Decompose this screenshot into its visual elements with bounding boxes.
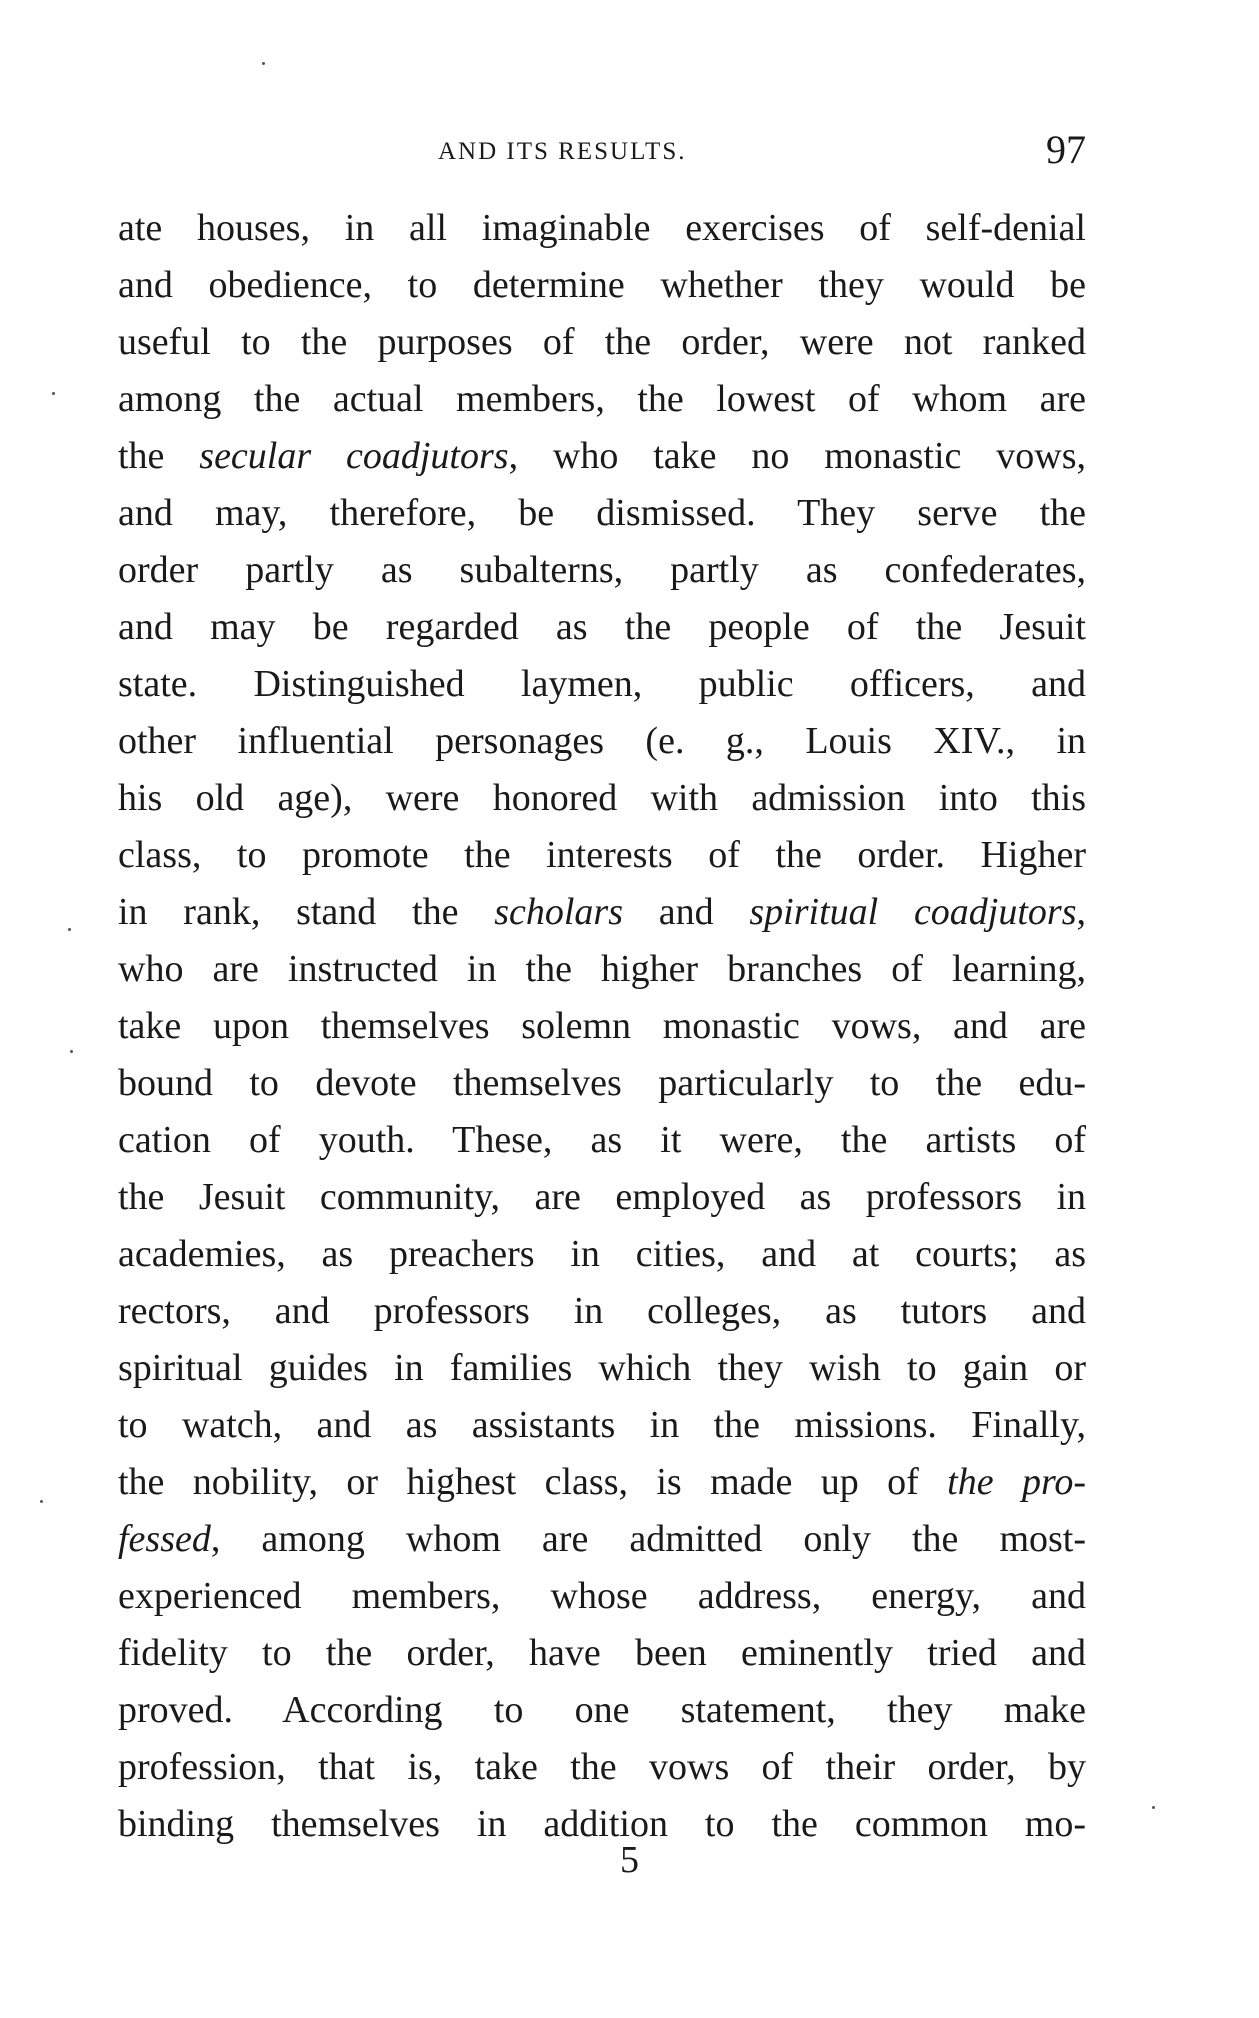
line-text: fidelity to the order, have been eminently tried and xyxy=(118,1632,1086,1674)
text-line xyxy=(118,998,1086,1055)
line-text: bound to devote themselves particularly to the edu- xyxy=(118,1062,1086,1104)
line-text: useful to the purposes of the order, were not ranked xyxy=(118,321,1086,363)
line-text: ate houses, in all imaginable exercises of self-denial xyxy=(118,207,1086,249)
text-line xyxy=(118,485,1086,542)
line-text: and may, therefore, be dismissed. They serve the xyxy=(118,492,1086,534)
line-text: other influential personages (e. g., Louis XIV., in xyxy=(118,720,1086,762)
paper-speck xyxy=(40,1500,43,1503)
page-number: 97 xyxy=(1046,127,1086,172)
text-line xyxy=(118,713,1086,770)
text-line xyxy=(118,770,1086,827)
line-text: , among whom are admitted only the most- xyxy=(210,1518,1086,1560)
text-line xyxy=(118,827,1086,884)
text-line xyxy=(118,1226,1086,1283)
paper-speck xyxy=(52,392,55,395)
line-text: academies, as preachers in cities, and at courts; as xyxy=(118,1233,1086,1275)
line-text: class, to promote the interests of the order. Higher xyxy=(118,834,1086,876)
text-line xyxy=(118,1454,1086,1511)
paper-speck xyxy=(68,928,71,931)
line-text: state. Distinguished laymen, public officers, and xyxy=(118,663,1086,705)
line-text: the Jesuit community, are employed as professors in xyxy=(118,1176,1086,1218)
text-line xyxy=(118,1682,1086,1739)
line-text: proved. According to one statement, they make xyxy=(118,1689,1086,1731)
line-text: binding themselves in addition to the common mo- xyxy=(118,1803,1086,1845)
text-line xyxy=(118,1169,1086,1226)
line-text: in rank, stand the xyxy=(118,891,495,933)
line-text: , xyxy=(1076,891,1087,933)
italic-text: fessed xyxy=(118,1518,211,1560)
text-line xyxy=(118,941,1086,998)
paper-speck xyxy=(1152,1806,1155,1809)
line-text: his old age), were honored with admission into this xyxy=(118,777,1086,819)
paper-speck xyxy=(70,1050,73,1053)
text-line xyxy=(118,257,1086,314)
body-text xyxy=(118,200,1086,1853)
italic-text: the pro- xyxy=(947,1461,1086,1503)
line-text: to watch, and as assistants in the missions. Finally, xyxy=(118,1404,1086,1446)
page-header xyxy=(118,126,1086,176)
paper-speck xyxy=(262,62,265,65)
text-line xyxy=(118,884,1086,941)
text-line xyxy=(118,656,1086,713)
italic-text: scholars xyxy=(494,891,624,933)
line-text: among the actual members, the lowest of whom are xyxy=(118,378,1086,420)
italic-text: secular coadjutors xyxy=(199,435,509,477)
line-text: who are instructed in the higher branches of learning, xyxy=(118,948,1086,990)
text-line xyxy=(118,1568,1086,1625)
signature-mark: 5 xyxy=(620,1839,639,1881)
line-text: and obedience, to determine whether they would be xyxy=(118,264,1086,306)
text-line xyxy=(118,1397,1086,1454)
text-line xyxy=(118,1511,1086,1568)
text-line xyxy=(118,599,1086,656)
line-text: and may be regarded as the people of the Jesuit xyxy=(118,606,1086,648)
text-line xyxy=(118,1625,1086,1682)
line-text: spiritual guides in families which they wish to gain or xyxy=(118,1347,1086,1389)
line-text: the xyxy=(118,435,200,477)
line-text: , who take no monastic vows, xyxy=(508,435,1086,477)
text-line xyxy=(118,371,1086,428)
text-line xyxy=(118,1739,1086,1796)
line-text: cation of youth. These, as it were, the artists of xyxy=(118,1119,1086,1161)
text-line xyxy=(118,1340,1086,1397)
line-text: take upon themselves solemn monastic vows, and are xyxy=(118,1005,1086,1047)
text-line xyxy=(118,1112,1086,1169)
text-line xyxy=(118,542,1086,599)
line-text: and xyxy=(623,891,750,933)
running-head: AND ITS RESULTS. xyxy=(438,138,687,165)
line-text: profession, that is, take the vows of their order, by xyxy=(118,1746,1086,1788)
line-text: the nobility, or highest class, is made up of xyxy=(118,1461,948,1503)
text-line xyxy=(118,200,1086,257)
line-text: rectors, and professors in colleges, as tutors and xyxy=(118,1290,1086,1332)
line-text: experienced members, whose address, energy, and xyxy=(118,1575,1086,1617)
text-line xyxy=(118,1055,1086,1112)
text-line xyxy=(118,1283,1086,1340)
line-text: order partly as subalterns, partly as confederates, xyxy=(118,549,1086,591)
text-line xyxy=(118,428,1086,485)
italic-text: spiritual coadjutors xyxy=(749,891,1077,933)
text-line xyxy=(118,314,1086,371)
